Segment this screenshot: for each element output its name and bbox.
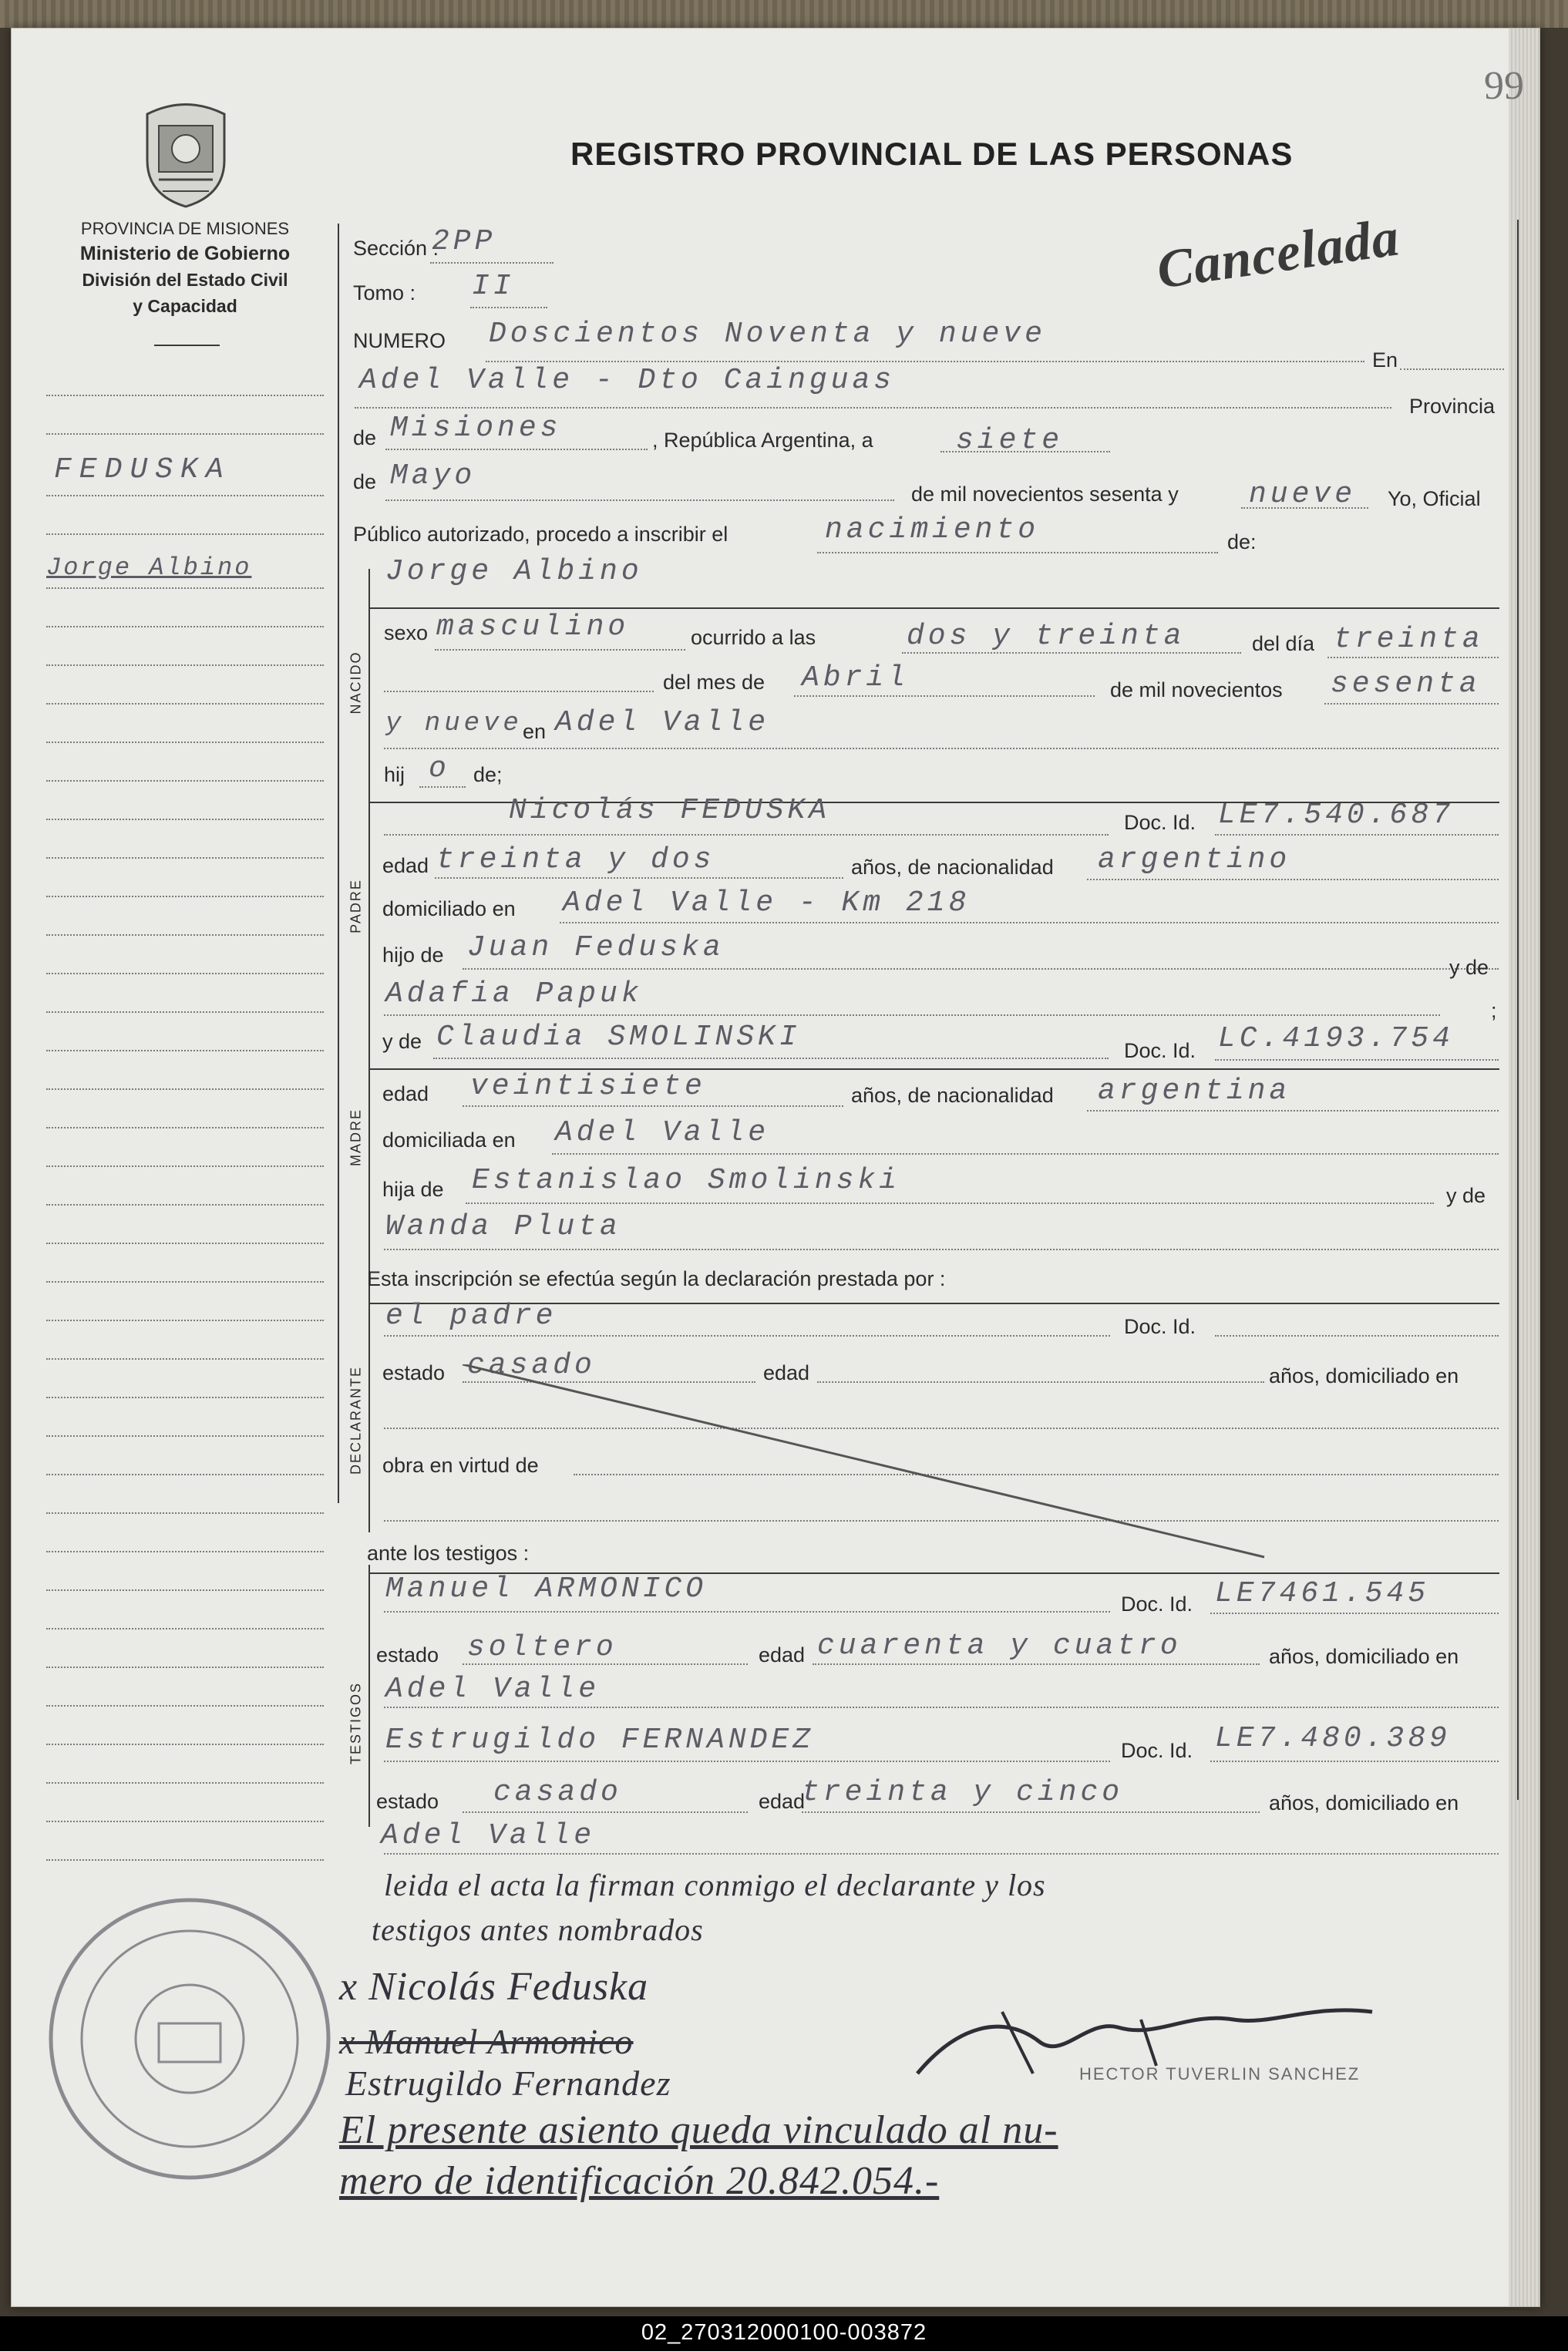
signature-declarante: x Nicolás Feduska (339, 1965, 649, 2009)
testigo-2-doc-value: LE7.480.389 (1215, 1722, 1451, 1755)
sexo-label: sexo (384, 621, 429, 644)
padre-nombre-value: Nicolás FEDUSKA (509, 794, 831, 827)
section-label-testigos: TESTIGOS (348, 1682, 364, 1765)
madre-padre-value: Estanislao Smolinski (472, 1164, 901, 1197)
de-colon-label: de: (1227, 530, 1257, 553)
lugar-value: Adel Valle - Dto Cainguas (359, 364, 896, 397)
signature-testigo-1: x Manuel Armonico (339, 2022, 634, 2061)
de-mil-nov-label: de mil novecientos (1110, 678, 1283, 701)
testigo-1-edad-value: cuarenta y cuatro (817, 1630, 1182, 1663)
de-label: de (353, 426, 377, 449)
testigo-1-edad-label: edad (759, 1643, 806, 1667)
province-name: PROVINCIA DE MISIONES (80, 219, 290, 238)
testigo-2-edad-value: treinta y cinco (802, 1776, 1124, 1809)
madre-doc-label: Doc. Id. (1124, 1039, 1196, 1062)
padre-edad-label: edad (382, 854, 429, 877)
image-id-footer: 02_270312000100-003872 (641, 2320, 927, 2345)
padre-anos-nac-label: años, de nacionalidad (851, 856, 1054, 879)
header-divider (154, 345, 220, 346)
obra-label: obra en virtud de (382, 1454, 539, 1477)
testigo-1-domicilio-value: Adel Valle (385, 1673, 601, 1706)
anio-value: nueve (1249, 478, 1357, 511)
numero-value: Doscientos Noventa y nueve (489, 318, 1046, 351)
testigo-1-estado-value: soltero (467, 1631, 617, 1664)
madre-y-de-label: y de (382, 1030, 422, 1053)
anio-nac-a-value: sesenta (1331, 668, 1481, 701)
hij-value: o (429, 752, 450, 785)
padre-madre-value: Adafia Papuk (385, 977, 643, 1011)
padre-domicilio-label: domiciliado en (382, 897, 516, 920)
republica-label: , República Argentina, a (652, 429, 873, 452)
en-lugar-label: en (523, 720, 547, 743)
hora-value: dos y treinta (907, 620, 1186, 653)
provincia-value: Misiones (390, 412, 562, 445)
padre-edad-value: treinta y dos (436, 843, 715, 876)
tomo-label: Tomo : (353, 281, 416, 304)
anio-nac-b-value: y nueve (385, 709, 523, 738)
signature-testigo-2: Estrugildo Fernandez (345, 2063, 671, 2103)
page-number: 99 (1484, 64, 1524, 108)
declarante-estado-label: estado (382, 1361, 446, 1384)
page-title: REGISTRO PROVINCIAL DE LAS PERSONAS (570, 136, 1294, 172)
declarante-estado-value: casado (467, 1349, 596, 1382)
cancel-line (463, 1364, 1311, 1565)
del-dia-label: del día (1252, 632, 1315, 655)
de-mes-label: de (353, 470, 377, 493)
padre-padre-value: Juan Feduska (467, 931, 725, 964)
division-name: División del Estado Civil (82, 270, 288, 290)
testigo-2-domicilio-value: Adel Valle (381, 1819, 596, 1852)
provincia-label: Provincia (1409, 395, 1496, 418)
seccion-label: Sección : (353, 237, 439, 260)
del-mes-label: del mes de (663, 671, 765, 694)
padre-doc-value: LE7.540.687 (1218, 799, 1454, 832)
sexo-value: masculino (436, 610, 630, 644)
madre-edad-value: veintisiete (470, 1070, 706, 1103)
madre-madre-value: Wanda Pluta (385, 1210, 621, 1243)
madre-doc-value: LC.4193.754 (1218, 1022, 1454, 1055)
mil-novecientos-label: de mil novecientos sesenta y (911, 483, 1179, 506)
book-binding-strip (0, 0, 1568, 28)
testigo-1-estado-label: estado (376, 1643, 439, 1667)
coat-of-arms-icon (136, 99, 236, 210)
inner-left-rule (368, 569, 370, 1532)
testigo-2-anos-dom-label: años, domiciliado en (1269, 1791, 1459, 1815)
padre-semicolon: ; (1491, 999, 1497, 1022)
testigo-2-edad-label: edad (759, 1790, 806, 1813)
de-sc-label: de; (473, 763, 503, 786)
main-left-rule (338, 224, 339, 1503)
padre-domicilio-value: Adel Valle - Km 218 (563, 886, 971, 920)
padre-nacionalidad-value: argentino (1098, 843, 1291, 876)
ocurrido-label: ocurrido a las (691, 626, 816, 649)
nacido-top-line (370, 607, 1499, 609)
declarante-nombre-value: el padre (385, 1300, 557, 1333)
madre-hija-de-label: hija de (382, 1178, 444, 1201)
closing-note-2: mero de identificación 20.842.054.- (339, 2159, 940, 2203)
margin-names: Jorge Albino (46, 553, 252, 582)
yo-oficial-label: Yo, Oficial (1388, 487, 1481, 510)
declaracion-label: Esta inscripción se efectúa según la declaración prestada por : (367, 1267, 946, 1290)
acto-value: nacimiento (825, 513, 1040, 547)
ante-testigos-label: ante los testigos : (367, 1542, 530, 1565)
margin-surname: FEDUSKA (54, 453, 231, 486)
hij-label: hij (384, 763, 405, 786)
madre-edad-label: edad (382, 1082, 429, 1105)
testigo-2-estado-label: estado (376, 1790, 439, 1813)
declarante-edad-label: edad (763, 1361, 810, 1384)
dia-nac-value: treinta (1334, 623, 1484, 656)
padre-y-de-label: y de (1449, 956, 1489, 979)
mes-value: Mayo (390, 459, 476, 493)
nombre-value: Jorge Albino (385, 555, 643, 588)
testigo-1-anos-dom-label: años, domiciliado en (1269, 1645, 1459, 1668)
en-label: En (1372, 348, 1398, 372)
madre-domicilio-value: Adel Valle (555, 1116, 770, 1149)
section-label-padre: PADRE (348, 879, 364, 933)
testigo-2-estado-value: casado (493, 1776, 622, 1809)
madre-nombre-value: Claudia SMOLINSKI (436, 1021, 801, 1054)
testigo-1-doc-label: Doc. Id. (1121, 1593, 1193, 1616)
testigo-1-doc-value: LE7461.545 (1215, 1577, 1430, 1610)
mes-nac-value: Abril (802, 661, 910, 695)
official-seal-stamp (43, 1889, 336, 2189)
seccion-value: 2PP (432, 225, 496, 258)
madre-anos-nac-label: años, de nacionalidad (851, 1084, 1054, 1107)
section-label-madre: MADRE (348, 1108, 364, 1167)
declarante-doc-label: Doc. Id. (1124, 1315, 1196, 1338)
capacity-name: y Capacidad (133, 296, 237, 316)
tomo-value: II (472, 270, 515, 303)
madre-y-de-label-2: y de (1446, 1184, 1486, 1207)
testigo-2-doc-label: Doc. Id. (1121, 1739, 1193, 1762)
numero-label: NUMERO (353, 329, 446, 352)
ministry-name: Ministerio de Gobierno (79, 243, 291, 264)
closing-line-2: testigos antes nombrados (372, 1912, 704, 1947)
dia-value: siete (956, 424, 1064, 457)
inner-left-rule-2 (368, 1565, 370, 1827)
padre-doc-label: Doc. Id. (1124, 811, 1196, 834)
publico-label: Público autorizado, procedo a inscribir el (353, 523, 728, 546)
section-label-nacido: NACIDO (348, 651, 364, 715)
main-right-rule (1517, 220, 1519, 1800)
madre-nacionalidad-value: argentina (1098, 1075, 1291, 1108)
page-edge (1509, 29, 1539, 2306)
madre-domicilio-label: domiciliada en (382, 1128, 516, 1152)
section-label-declarante: DECLARANTE (348, 1365, 364, 1475)
padre-hijo-de-label: hijo de (382, 943, 444, 967)
testigo-1-nombre-value: Manuel ARMONICO (385, 1572, 708, 1606)
lugar-nac-value: Adel Valle (555, 706, 770, 739)
cancel-stamp: Cancelada (1153, 207, 1403, 301)
official-name-stamp: HECTOR TUVERLIN SANCHEZ (1079, 2064, 1361, 2084)
declarante-anos-dom-label: años, domiciliado en (1269, 1364, 1459, 1387)
testigo-2-nombre-value: Estrugildo FERNANDEZ (385, 1724, 815, 1757)
closing-line-1: leida el acta la firman conmigo el declarante y los (384, 1868, 1046, 1902)
closing-note-1: El presente asiento queda vinculado al nu- (339, 2108, 1058, 2152)
